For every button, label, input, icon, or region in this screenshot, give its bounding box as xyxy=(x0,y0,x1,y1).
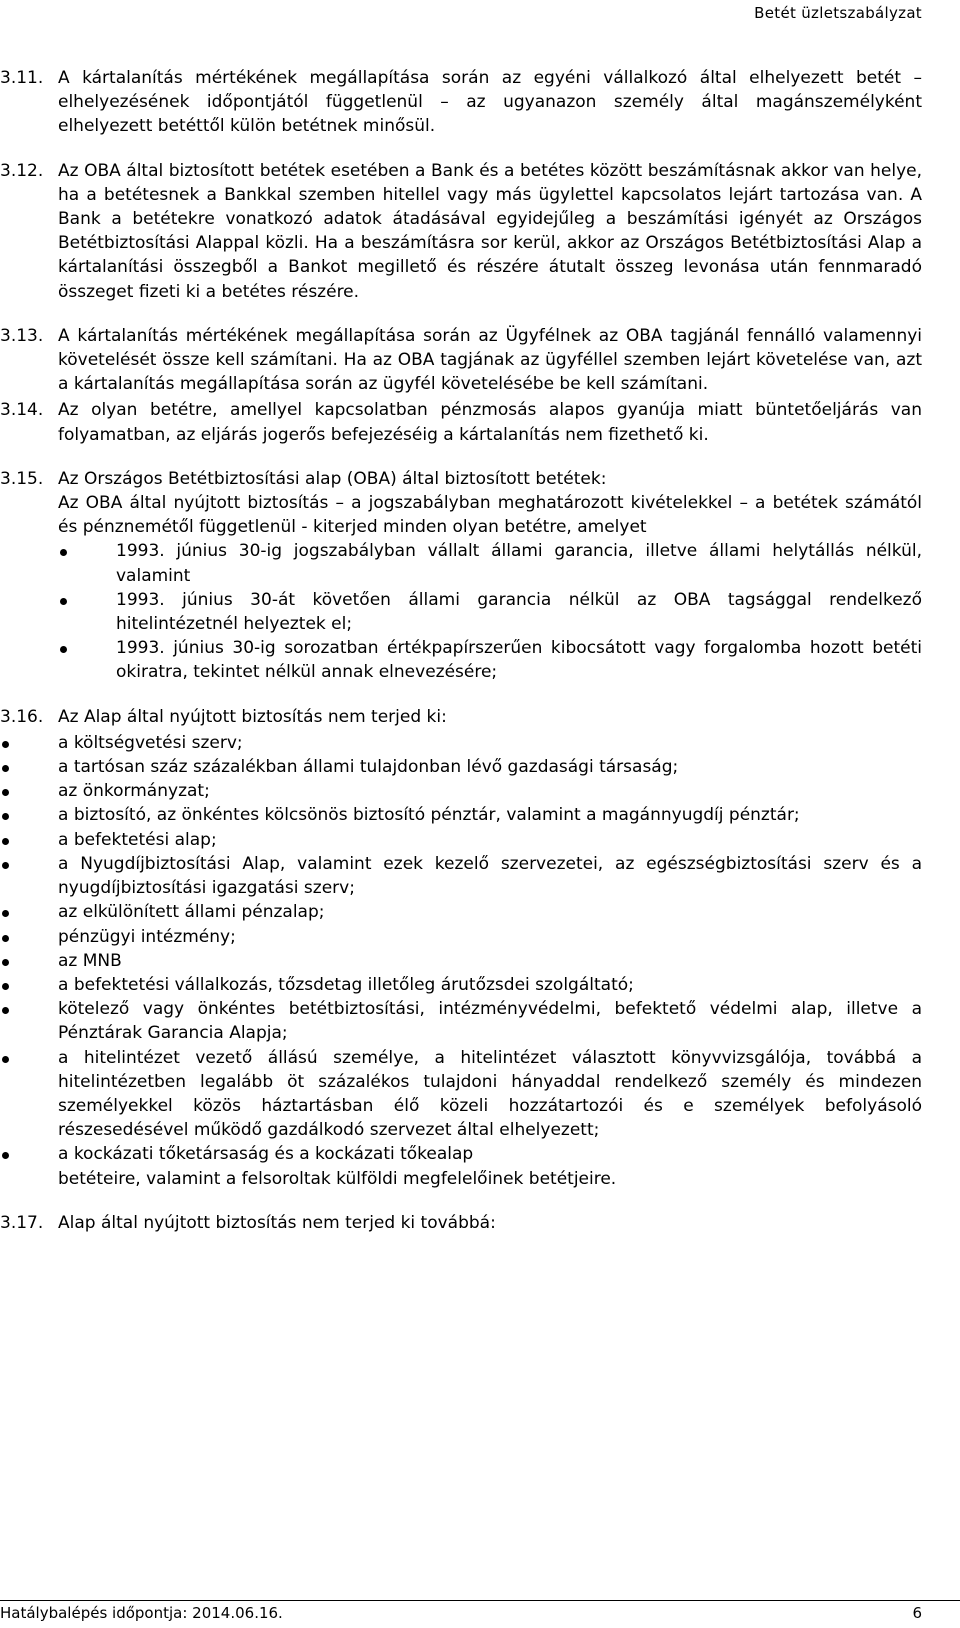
list-item: az MNB xyxy=(0,949,922,973)
section-3-17 xyxy=(0,1211,922,1235)
section-3-11 xyxy=(0,66,922,139)
section-text: Az olyan betétre, amellyel kapcsolatban pénzmosás alapos gyanúja miatt büntetőeljárás van folyamatban, az eljárás jogerős befejezéséig a kártalanítás nem fizethető ki. xyxy=(58,400,922,445)
list-item: a hitelintézet vezető állású személye, a hitelintézet választott könyvvizsgálója, továbbá a hitelintézetben legalább öt százalékos tulajdoni hányaddal rendelkező személy és mindezen személyekkel közös háztartásban élő közeli hozzátartozói és e személyek befolyásoló részesedésével működő gazdálkodó szervezet által elhelyezett; xyxy=(0,1046,922,1143)
list-item: 1993. június 30-ig sorozatban értékpapírszerűen kibocsátott vagy forgalomba hozott betéti okiratra, tekintet nélkül annak elnevezésére; xyxy=(58,636,922,684)
section-number: 3.14. xyxy=(0,400,44,421)
list-item: 1993. június 30-ig jogszabályban vállalt állami garancia, illetve állami helytállás nélkül, valamint xyxy=(58,539,922,587)
section-text: A kártalanítás mértékének megállapítása során az Ügyfélnek az OBA tagjánál fennálló valamennyi követelését össze kell számítani. Ha az OBA tagjának az ügyféllel szemben lejárt követelése van, azt a kártalanítás megállapítása során az ügyfél követelésébe be kell számítani. xyxy=(58,325,922,395)
list-trailing-text: betéteire, valamint a felsoroltak külföldi megfelelőinek betétjeire. xyxy=(58,1168,617,1189)
running-header: Betét üzletszabályzat xyxy=(754,4,922,22)
section-number: 3.16. xyxy=(0,706,44,727)
section-3-15-list xyxy=(0,539,922,684)
document-body xyxy=(0,66,922,1255)
list-item: pénzügyi intézmény; xyxy=(0,925,922,949)
footer-divider xyxy=(0,1600,960,1601)
list-item: az elkülönített állami pénzalap; xyxy=(0,900,922,924)
section-3-16 xyxy=(0,705,922,729)
page-number: 6 xyxy=(912,1604,922,1622)
section-intro: Az Országos Betétbiztosítási alap (OBA) által biztosított betétek: xyxy=(58,468,607,489)
section-number: 3.12. xyxy=(0,160,44,181)
list-item: a költségvetési szerv; xyxy=(0,731,922,755)
list-item: a Nyugdíjbiztosítási Alap, valamint ezek kezelő szervezetei, az egészségbiztosítási szerv és a nyugdíjbiztosítási igazgatási szerv; xyxy=(0,852,922,900)
effective-date: Hatálybalépés időpontja: 2014.06.16. xyxy=(0,1604,283,1622)
section-text: Az OBA által biztosított betétek esetében a Bank és a betétes között beszámításnak akkor van helye, ha a betétesnek a Bankkal szemben hitellel vagy más ügylettel kapcsolatos lejárt tartozása van. A Bank a betétekre vonatkozó adatok átadásával egyidejűleg a beszámítási igényét az Országos Betétbiztosítási Alappal közli. Ha a beszámításra sor kerül, akkor az Országos Betétbiztosítási Alap a kártalanítási összegből a Bankot megillető és részére átutalt összeg levonása után fennmaradó összeget fizeti ki a betétes részére. xyxy=(58,160,922,302)
section-text: Az OBA által nyújtott biztosítás – a jogszabályban meghatározott kivételekkel – a betétek számától és pénznemétől függetlenül - kiterjed minden olyan betétre, amelyet xyxy=(58,493,922,538)
list-item: a befektetési vállalkozás, tőzsdetag illetőleg árutőzsdei szolgáltató; xyxy=(0,973,922,997)
section-3-13 xyxy=(0,324,922,397)
list-item: a kockázati tőketársaság és a kockázati tőkealap xyxy=(0,1142,922,1166)
section-3-14 xyxy=(0,398,922,446)
section-number: 3.13. xyxy=(0,325,44,346)
list-item: 1993. június 30-át követően állami garancia nélkül az OBA tagsággal rendelkező hitelintézetnél helyeztek el; xyxy=(58,588,922,636)
list-item: kötelező vagy önkéntes betétbiztosítási, intézményvédelmi, befektető védelmi alap, illetve a Pénztárak Garancia Alapja; xyxy=(0,997,922,1045)
section-3-16-list xyxy=(0,731,922,1191)
list-item: a biztosító, az önkéntes kölcsönös biztosító pénztár, valamint a magánnyugdíj pénztár; xyxy=(0,803,922,827)
section-number: 3.17. xyxy=(0,1212,44,1233)
section-3-15 xyxy=(0,467,922,540)
section-intro: Alap által nyújtott biztosítás nem terjed ki továbbá: xyxy=(58,1212,496,1233)
section-text: A kártalanítás mértékének megállapítása során az egyéni vállalkozó által elhelyezett betét – elhelyezésének időpontjától függetlenül – az ugyanazon személy által magánszemélyként elhelyezett betéttől külön betétnek minősül. xyxy=(58,68,922,137)
section-3-12 xyxy=(0,159,922,304)
list-item: a befektetési alap; xyxy=(0,828,922,852)
list-item: a tartósan száz százalékban állami tulajdonban lévő gazdasági társaság; xyxy=(0,755,922,779)
section-number: 3.15. xyxy=(0,468,44,489)
section-number: 3.11. xyxy=(0,68,44,88)
section-intro: Az Alap által nyújtott biztosítás nem terjed ki: xyxy=(58,706,447,727)
list-item: az önkormányzat; xyxy=(0,779,922,803)
